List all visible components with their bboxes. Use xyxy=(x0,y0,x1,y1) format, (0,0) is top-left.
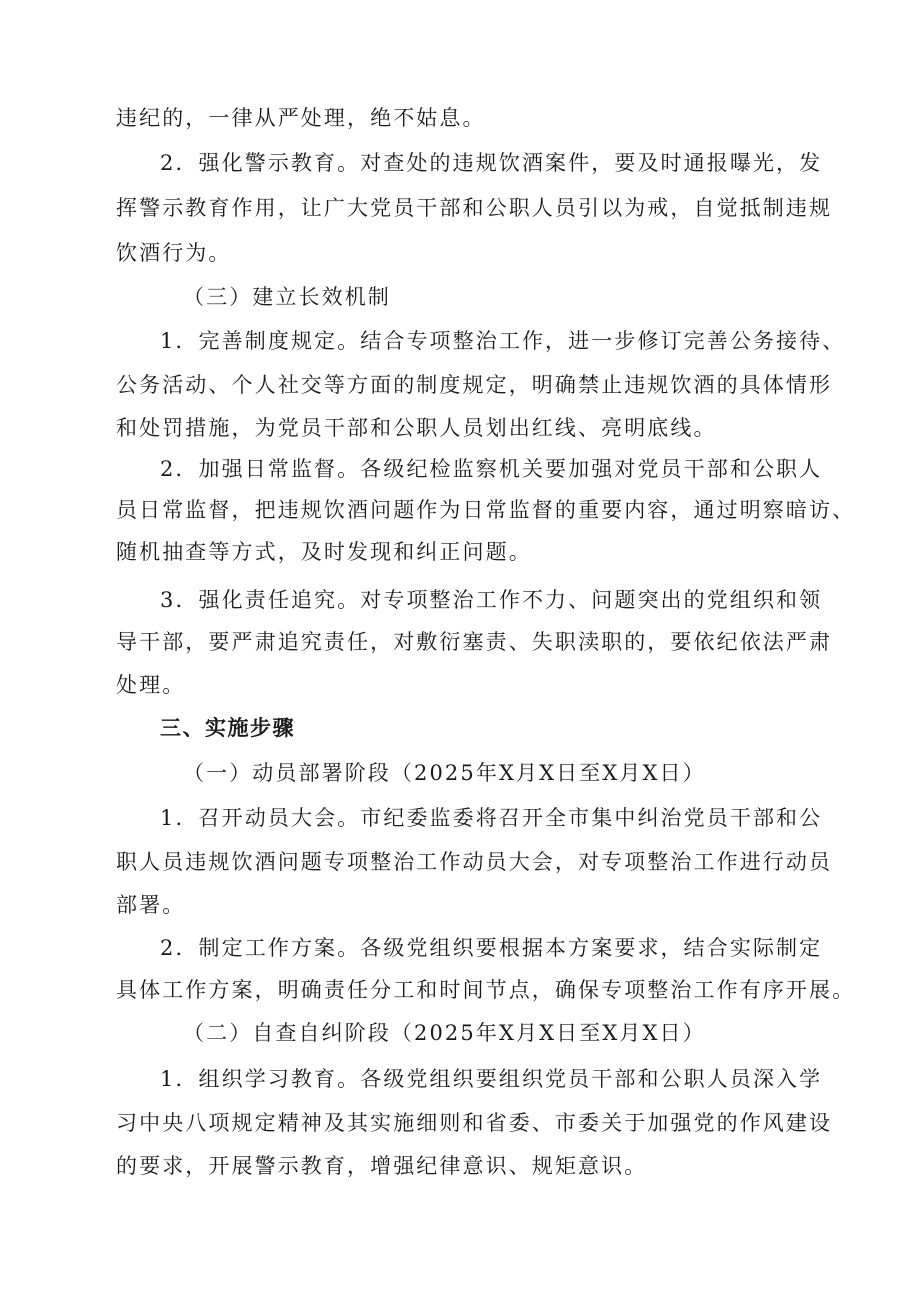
paragraph-start-line: 1．组织学习教育。各级党组织要组织党员干部和公职人员深入学 xyxy=(160,1067,823,1091)
body-line: 职人员违规饮酒问题专项整治工作动员大会，对专项整治工作进行动员 xyxy=(116,850,833,874)
paragraph-start-line: 3．强化责任追究。对专项整治工作不力、问题突出的党组织和领 xyxy=(160,588,823,612)
body-line: 公务活动、个人社交等方面的制度规定，明确禁止违规饮酒的具体情形 xyxy=(116,373,833,397)
paragraph-start-line: 1．完善制度规定。结合专项整治工作，进一步修订完善公务接待、 xyxy=(160,329,846,353)
subsection-heading: （三）建立长效机制 xyxy=(183,285,391,309)
paragraph-start-line: 2．加强日常监督。各级纪检监察机关要加强对党员干部和公职人 xyxy=(160,457,823,481)
subsection-heading: （一）动员部署阶段（2025年X月X日至X月X日） xyxy=(183,761,706,785)
body-line: 具体工作方案，明确责任分工和时间节点，确保专项整治工作有序开展。 xyxy=(116,978,856,1002)
body-line: 和处罚措施，为党员干部和公职人员划出红线、亮明底线。 xyxy=(116,416,717,440)
section-heading: 三、实施步骤 xyxy=(160,716,295,740)
body-line: 随机抽查等方式，及时发现和纠正问题。 xyxy=(116,540,532,564)
body-line: 违纪的，一律从严处理，绝不姑息。 xyxy=(116,106,486,130)
paragraph-start-line: 2．强化警示教育。对查处的违规饮酒案件，要及时通报曝光，发 xyxy=(160,151,823,175)
body-line: 员日常监督，把违规饮酒问题作为日常监督的重要内容，通过明察暗访、 xyxy=(116,498,856,522)
body-line: 饮酒行为。 xyxy=(116,241,232,265)
subsection-heading: （二）自查自纠阶段（2025年X月X日至X月X日） xyxy=(183,1021,706,1045)
paragraph-start-line: 2．制定工作方案。各级党组织要根据本方案要求，结合实际制定 xyxy=(160,936,823,960)
body-line: 部署。 xyxy=(116,893,186,917)
body-line: 的要求，开展警示教育，增强纪律意识、规矩意识。 xyxy=(116,1154,648,1178)
body-line: 导干部，要严肃追究责任，对敷衍塞责、失职渎职的，要依纪依法严肃 xyxy=(116,630,833,654)
body-line: 习中央八项规定精神及其实施细则和省委、市委关于加强党的作风建设 xyxy=(116,1111,833,1135)
paragraph-start-line: 1．召开动员大会。市纪委监委将召开全市集中纠治党员干部和公 xyxy=(160,806,823,830)
body-line: 挥警示教育作用，让广大党员干部和公职人员引以为戒，自觉抵制违规 xyxy=(116,196,833,220)
body-line: 处理。 xyxy=(116,673,186,697)
